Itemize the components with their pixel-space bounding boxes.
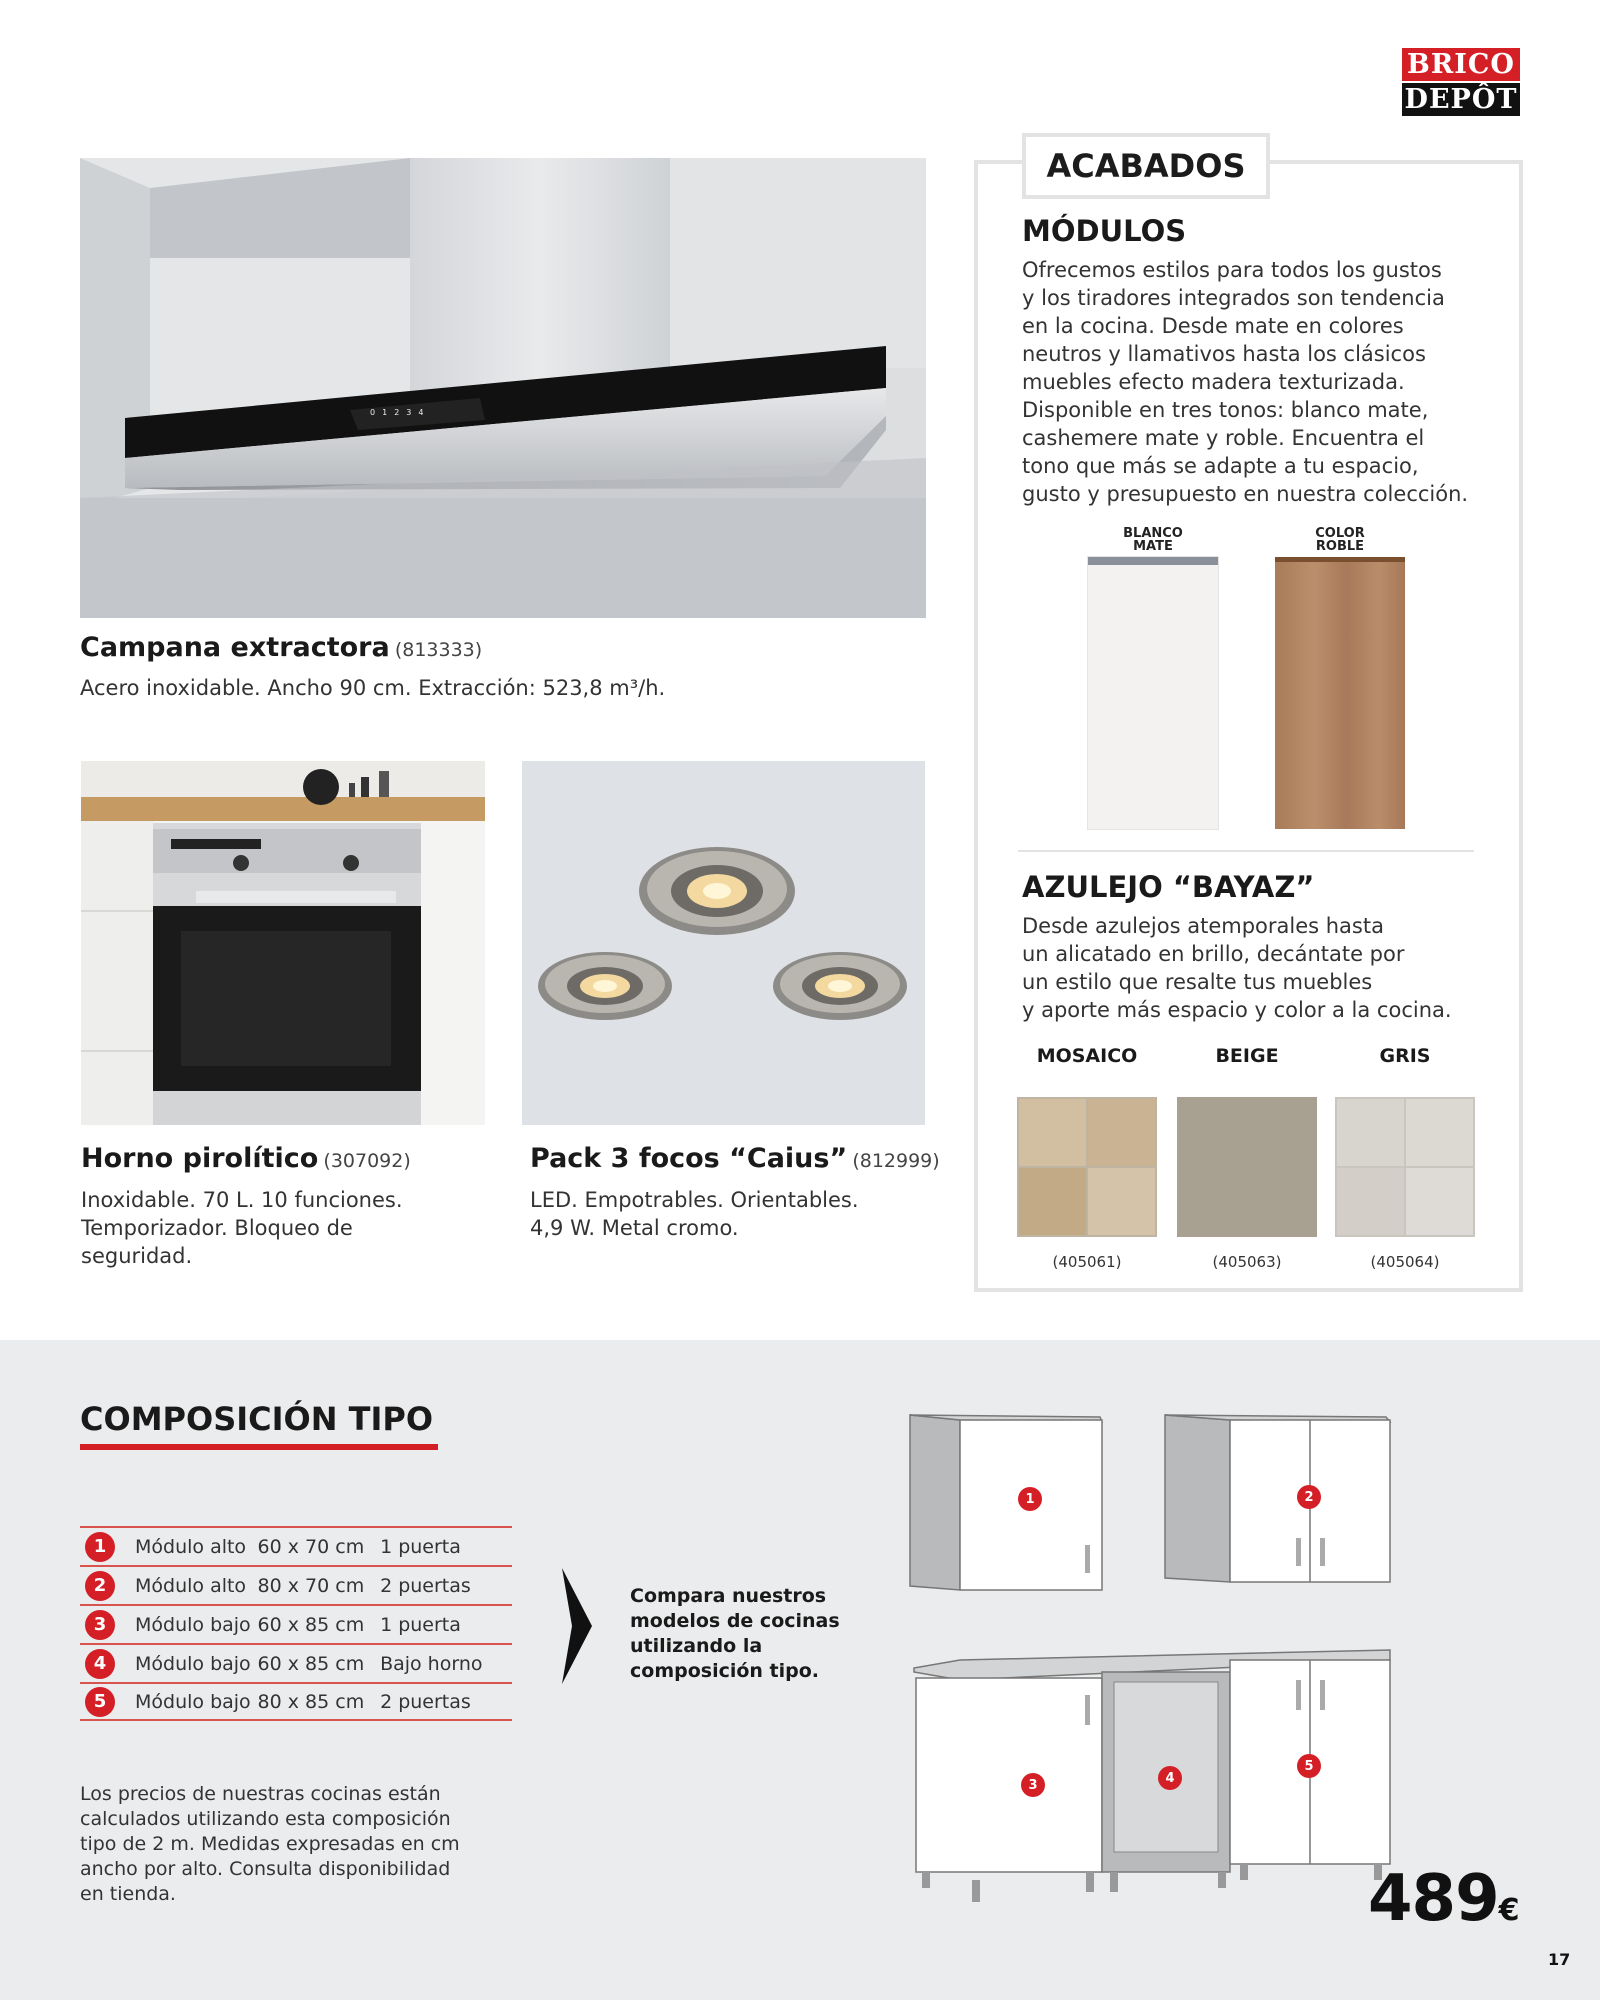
hood-photo <box>80 158 926 618</box>
oven-desc-line: Inoxidable. 70 L. 10 funciones. <box>81 1188 403 1212</box>
row-description: 1 puerta <box>380 1613 461 1636</box>
spotlights-desc-line: LED. Empotrables. Orientables. <box>530 1188 859 1212</box>
tile-code-beige: (405063) <box>1212 1253 1282 1271</box>
price <box>1368 1862 1518 1936</box>
page-number: 17 <box>1548 1950 1571 1969</box>
swatch-label-blanco <box>1088 527 1218 553</box>
hood-panel-label: 0 <box>370 408 376 417</box>
row-module: Módulo alto <box>135 1574 247 1597</box>
composicion-title-underline <box>80 1444 438 1450</box>
modulos-text <box>1022 256 1512 508</box>
oven-photo <box>81 761 485 1125</box>
price-value: 489 <box>1368 1862 1499 1936</box>
swatch-label-line: ROBLE <box>1315 539 1365 554</box>
modulos-line: muebles efecto madera texturizada. <box>1022 370 1405 394</box>
hood-name: Campana extractora <box>80 632 390 663</box>
row-size: 80 x 85 cm <box>257 1690 365 1713</box>
tile-beige <box>1177 1097 1317 1237</box>
diagram-marker-2: 2 <box>1297 1485 1321 1509</box>
azulejo-line: Desde azulejos atemporales hasta <box>1022 914 1384 938</box>
oven-desc-line: seguridad. <box>81 1244 193 1268</box>
note-line: Los precios de nuestras cocinas están <box>80 1783 441 1805</box>
tile-label-beige: BEIGE <box>1215 1045 1279 1067</box>
note-line: tipo de 2 m. Medidas expresadas en cm <box>80 1833 460 1855</box>
kitchen-composition-diagram <box>900 1410 1400 1920</box>
spotlights-description <box>530 1186 859 1242</box>
diagram-marker-5: 5 <box>1297 1754 1321 1778</box>
modulos-line: tono que más se adapte a tu espacio, <box>1022 454 1419 478</box>
logo-line-depot: DEPÔT <box>1402 83 1520 116</box>
row-number-badge: 1 <box>85 1532 115 1562</box>
tile-code-gris: (405064) <box>1370 1253 1440 1271</box>
modulos-line: cashemere mate y roble. Encuentra el <box>1022 426 1425 450</box>
compare-line: modelos de cocinas <box>630 1610 840 1632</box>
modulos-line: neutros y llamativos hasta los clásicos <box>1022 342 1426 366</box>
azulejo-text <box>1022 912 1512 1024</box>
table-row <box>80 1565 512 1604</box>
hood-panel-label: 1 <box>382 408 388 417</box>
swatch-label-line: BLANCO <box>1123 526 1183 541</box>
row-module: Módulo bajo <box>135 1690 251 1713</box>
tile-label-gris: GRIS <box>1379 1045 1431 1067</box>
table-row <box>80 1682 512 1721</box>
row-number-badge: 4 <box>85 1649 115 1679</box>
swatch-label-line: MATE <box>1133 539 1173 554</box>
azulejo-title: AZULEJO “BAYAZ” <box>1022 870 1315 904</box>
oven-name: Horno pirolítico <box>81 1143 319 1174</box>
row-number-badge: 5 <box>85 1687 115 1717</box>
row-description: 1 puerta <box>380 1535 461 1558</box>
hood-control-panel <box>370 408 423 417</box>
row-number-badge: 3 <box>85 1610 115 1640</box>
composicion-title: COMPOSICIÓN TIPO <box>80 1400 434 1438</box>
note-line: en tienda. <box>80 1883 176 1905</box>
modulos-line: y los tiradores integrados son tendencia <box>1022 286 1445 310</box>
hood-title <box>80 632 482 663</box>
price-currency: € <box>1498 1893 1519 1928</box>
compare-line: Compara nuestros <box>630 1585 827 1607</box>
tile-code-mosaico: (405061) <box>1052 1253 1122 1271</box>
swatch-blanco-mate <box>1088 557 1218 829</box>
note-line: ancho por alto. Consulta disponibilidad <box>80 1858 451 1880</box>
hood-panel-label: 3 <box>406 408 412 417</box>
oven-code: (307092) <box>323 1150 411 1172</box>
compare-line: utilizando la <box>630 1635 763 1657</box>
row-description: 2 puertas <box>380 1690 471 1713</box>
composicion-table <box>80 1526 512 1721</box>
tile-mosaico <box>1017 1097 1157 1237</box>
hood-panel-label: 4 <box>418 408 424 417</box>
spotlights-code: (812999) <box>852 1150 940 1172</box>
row-description: 2 puertas <box>380 1574 471 1597</box>
azulejo-line: un estilo que resalte tus muebles <box>1022 970 1373 994</box>
spotlights-desc-line: 4,9 W. Metal cromo. <box>530 1216 739 1240</box>
brico-depot-logo <box>1402 48 1520 120</box>
row-module: Módulo alto <box>135 1535 247 1558</box>
modulos-line: gusto y presupuesto en nuestra colección. <box>1022 482 1469 506</box>
modulos-line: Ofrecemos estilos para todos los gustos <box>1022 258 1442 282</box>
diagram-marker-1: 1 <box>1018 1487 1042 1511</box>
hood-panel-label: 2 <box>394 408 400 417</box>
spotlights-title <box>530 1143 940 1174</box>
modulos-line: en la cocina. Desde mate en colores <box>1022 314 1404 338</box>
spotlights-photo <box>522 761 925 1125</box>
composicion-note <box>80 1782 500 1907</box>
row-module: Módulo bajo <box>135 1652 251 1675</box>
row-module: Módulo bajo <box>135 1613 251 1636</box>
oven-desc-line: Temporizador. Bloqueo de <box>81 1216 353 1240</box>
azulejo-line: y aporte más espacio y color a la cocina. <box>1022 998 1452 1022</box>
acabados-divider <box>1018 850 1474 852</box>
oven-title <box>81 1143 411 1174</box>
compare-text <box>630 1584 870 1684</box>
diagram-marker-3: 3 <box>1021 1773 1045 1797</box>
swatch-label-roble <box>1275 527 1405 553</box>
row-size: 60 x 85 cm <box>257 1652 365 1675</box>
compare-line: composición tipo. <box>630 1660 820 1682</box>
table-row <box>80 1526 512 1565</box>
tile-gris <box>1335 1097 1475 1237</box>
table-row <box>80 1643 512 1682</box>
arrow-right-icon <box>560 1566 594 1686</box>
modulos-title: MÓDULOS <box>1022 214 1187 248</box>
note-line: calculados utilizando esta composición <box>80 1808 451 1830</box>
table-row <box>80 1604 512 1643</box>
acabados-tab: ACABADOS <box>1022 133 1270 199</box>
row-number-badge: 2 <box>85 1571 115 1601</box>
spotlights-name: Pack 3 focos “Caius” <box>530 1143 848 1174</box>
logo-line-brico: BRICO <box>1402 48 1520 81</box>
row-size: 60 x 85 cm <box>257 1613 365 1636</box>
swatch-label-line: COLOR <box>1315 526 1365 541</box>
row-size: 80 x 70 cm <box>257 1574 365 1597</box>
azulejo-line: un alicatado en brillo, decántate por <box>1022 942 1405 966</box>
modulos-line: Disponible en tres tonos: blanco mate, <box>1022 398 1429 422</box>
hood-description: Acero inoxidable. Ancho 90 cm. Extracción: 523,8 m³/h. <box>80 676 666 700</box>
row-description: Bajo horno <box>380 1652 483 1675</box>
diagram-marker-4: 4 <box>1158 1766 1182 1790</box>
hood-code: (813333) <box>394 639 483 661</box>
swatch-color-roble <box>1275 557 1405 829</box>
tile-label-mosaico: MOSAICO <box>1036 1045 1138 1067</box>
oven-description <box>81 1186 403 1270</box>
row-size: 60 x 70 cm <box>257 1535 365 1558</box>
